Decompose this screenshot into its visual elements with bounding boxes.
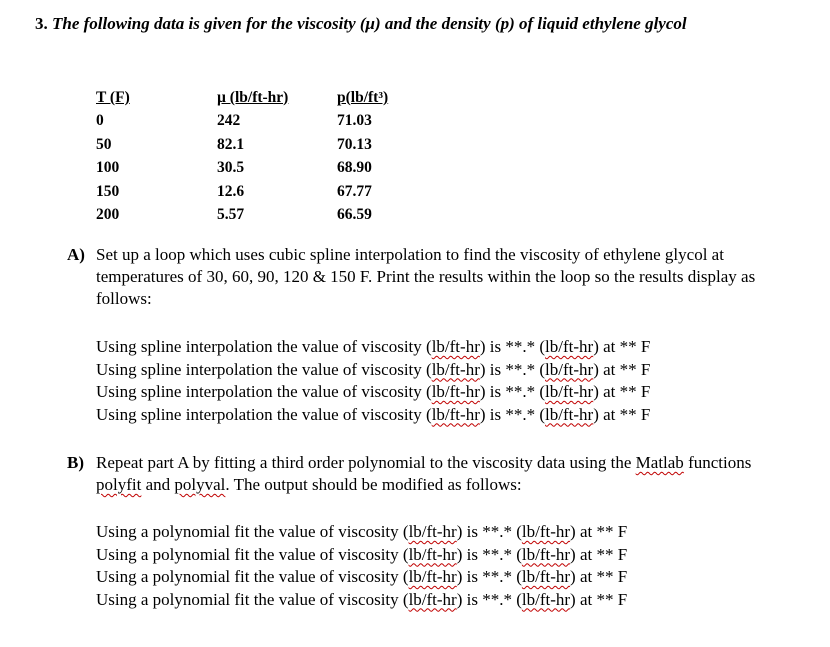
cell-density: 68.90 <box>337 159 372 177</box>
part-b-output-block <box>96 521 627 611</box>
output-line: Using spline interpolation the value of viscosity (lb/ft-hr) is **.* (lb/ft-hr) at ** F <box>96 359 651 379</box>
part-b-text: Repeat part A by fitting a third order polynomial to the viscosity data using the Matlab functions polyfit and polyval. The output should be modified as follows: <box>96 453 752 494</box>
table-header-row <box>96 86 417 110</box>
cell-density: 70.13 <box>337 135 372 153</box>
cell-temperature: 50 <box>96 135 112 153</box>
output-line: Using spline interpolation the value of viscosity (lb/ft-hr) is **.* (lb/ft-hr) at ** F <box>96 337 651 356</box>
output-line: Using a polynomial fit the value of viscosity (lb/ft-hr) is **.* (lb/ft-hr) at ** F <box>96 522 628 541</box>
cell-temperature: 0 <box>96 112 104 130</box>
cell-temperature: 150 <box>96 182 120 200</box>
part-a <box>67 244 797 310</box>
cell-viscosity: 12.6 <box>217 182 245 200</box>
part-a-text: Set up a loop which uses cubic spline interpolation to find the viscosity of ethylene glycol at temperatures of 30, 60, 90, 120 & 150 F. Print the results within the loop so the results display as follows: <box>96 245 756 308</box>
header-temperature: T (F) <box>96 88 130 106</box>
header-density: p(lb/ft³) <box>337 88 389 106</box>
table-row <box>96 110 417 134</box>
cell-viscosity: 5.57 <box>217 206 245 224</box>
cell-viscosity: 30.5 <box>217 159 245 177</box>
output-line: Using spline interpolation the value of viscosity (lb/ft-hr) is **.* (lb/ft-hr) at ** F <box>96 382 651 401</box>
output-line: Using a polynomial fit the value of viscosity (lb/ft-hr) is **.* (lb/ft-hr) at ** F <box>96 567 628 586</box>
part-b-label: B) <box>67 453 84 472</box>
part-b <box>67 452 797 496</box>
table-row <box>96 133 417 157</box>
cell-temperature: 100 <box>96 159 120 177</box>
output-line: Using a polynomial fit the value of viscosity (lb/ft-hr) is **.* (lb/ft-hr) at ** F <box>96 544 628 564</box>
table-row <box>96 180 417 204</box>
part-a-label: A) <box>67 245 85 264</box>
output-line: Using spline interpolation the value of viscosity (lb/ft-hr) is **.* (lb/ft-hr) at ** F <box>96 404 651 424</box>
cell-density: 71.03 <box>337 112 372 130</box>
header-viscosity: µ (lb/ft-hr) <box>217 88 289 106</box>
part-a-output-block <box>96 336 650 426</box>
question-text: The following data is given for the viscosity (μ) and the density (p) of liquid ethylene glycol <box>52 14 687 33</box>
output-line: Using a polynomial fit the value of viscosity (lb/ft-hr) is **.* (lb/ft-hr) at ** F <box>96 589 628 609</box>
table-row <box>96 204 417 228</box>
question-title <box>35 12 805 36</box>
question-number: 3. <box>35 14 48 33</box>
viscosity-density-table <box>96 86 417 227</box>
table-row <box>96 157 417 181</box>
cell-temperature: 200 <box>96 206 120 224</box>
cell-viscosity: 82.1 <box>217 135 245 153</box>
cell-density: 67.77 <box>337 182 372 200</box>
cell-viscosity: 242 <box>217 112 241 130</box>
cell-density: 66.59 <box>337 206 372 224</box>
